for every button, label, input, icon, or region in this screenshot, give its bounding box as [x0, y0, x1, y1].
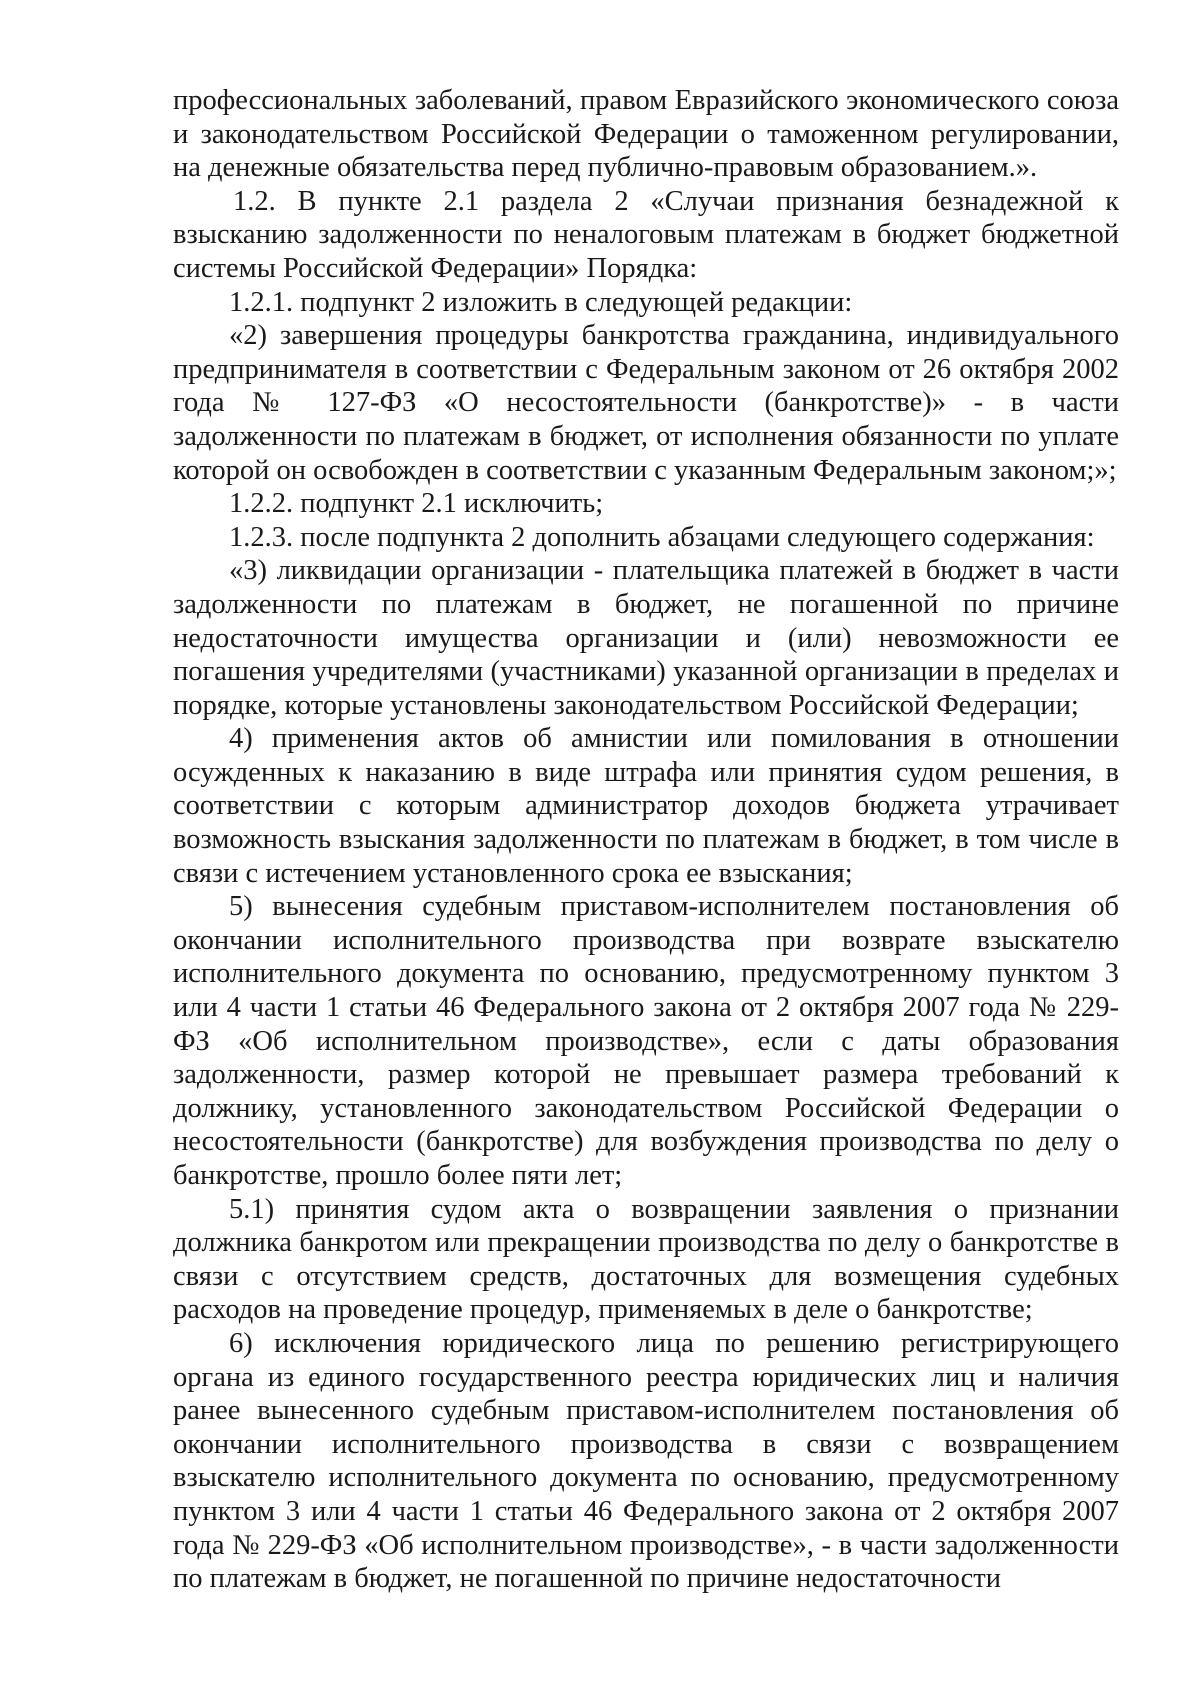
paragraph-item-1-2-3: 1.2.3. после подпункта 2 дополнить абзацами следующего содержания: — [229, 521, 1095, 553]
document-page — [173, 84, 1119, 1596]
paragraph-subpoint-6: 6) исключения юридического лица по решению регистрирующего органа из единого государственного реестра юридических лиц и наличия ранее вынесенного судебным приставом-исполнителем постановления об окончании исполнительного производства в связи с возвращением взыскателю исполнительного документа по основанию, предусмотренному пунктом 3 или 4 части 1 статьи 46 Федерального закона от 2 октября 2007 года № 229-ФЗ «Об исполнительном производстве», - в части задолженности по платежам в бюджет, не погашенной по причине недостаточности — [173, 1327, 1119, 1595]
paragraph-item-1-2: 1.2. В пункте 2.1 раздела 2 «Случаи признания безнадежной к взысканию задолженности по неналоговым платежам в бюджет бюджетной системы Российской Федерации» Порядка: — [173, 185, 1119, 284]
paragraph-subpoint-5-1: 5.1) принятия судом акта о возвращении заявления о признании должника банкротом или прекращении производства по делу о банкротстве в связи с отсутствием средств, достаточных для возмещения судебных расходов на проведение процедур, применяемых в деле о банкротстве; — [173, 1193, 1119, 1326]
paragraph-continuation: профессиональных заболеваний, правом Евразийского экономического союза и законодательством Российской Федерации о таможенном регулировании, на денежные обязательства перед публично-правовым образованием.». — [173, 85, 1119, 184]
paragraph-item-1-2-2: 1.2.2. подпункт 2.1 исключить; — [229, 488, 604, 520]
paragraph-subpoint-5: 5) вынесения судебным приставом-исполнителем постановления об окончании исполнительного производства при возврате взыскателю исполнительного документа по основанию, предусмотренному пунктом 3 или 4 части 1 статьи 46 Федерального закона от 2 октября 2007 года № 229-ФЗ «Об исполнительном производстве», если с даты образования задолженности, размер которой не превышает размера требований к должнику, установленного законодательством Российской Федерации о несостоятельности (банкротстве) для возбуждения производства по делу о банкротстве, прошло более пяти лет; — [173, 891, 1119, 1191]
paragraph-subpoint-2: «2) завершения процедуры банкротства гражданина, индивидуального предпринимателя в соответствии с Федеральным законом от 26 октября 2002 года № 127-ФЗ «О несостоятельности (банкротстве)» - в части задолженности по платежам в бюджет, от исполнения обязанности по уплате которой он освобожден в соответствии с указанным Федеральным законом;»; — [173, 320, 1119, 486]
paragraph-item-1-2-1: 1.2.1. подпункт 2 изложить в следующей редакции: — [229, 286, 853, 318]
paragraph-subpoint-3: «3) ликвидации организации - плательщика платежей в бюджет в части задолженности по платежам в бюджет, не погашенной по причине недостаточности имущества организации и (или) невозможности ее погашения учредителями (участниками) указанной организации в пределах и порядке, которые установлены законодательством Российской Федерации; — [173, 555, 1119, 721]
paragraph-subpoint-4: 4) применения актов об амнистии или помилования в отношении осужденных к наказанию в виде штрафа или принятия судом решения, в соответствии с которым администратор доходов бюджета утрачивает возможность взыскания задолженности по платежам в бюджет, в том числе в связи с истечением установленного срока ее взыскания; — [173, 723, 1119, 889]
